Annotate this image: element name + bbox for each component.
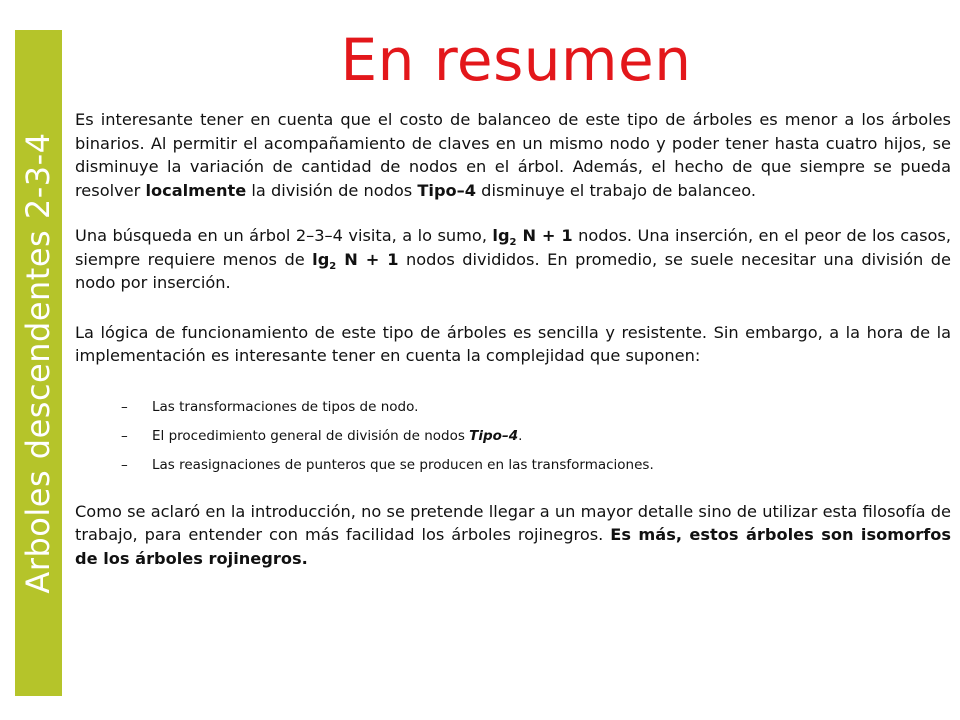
p2-lg-1: lg — [492, 226, 510, 245]
content-body — [75, 108, 951, 570]
p2-formula-2 — [312, 249, 399, 272]
paragraph-busqueda — [75, 224, 951, 295]
list-item-emphasis: Tipo–4 — [469, 427, 519, 444]
list-item — [121, 398, 951, 416]
list-item-text-post: . — [518, 427, 523, 444]
p2-text-2: nodos. Una inserción, en el peor de los casos, siempre requiere menos de — [75, 226, 952, 269]
complexity-list — [75, 398, 951, 474]
paragraph-conclusion — [75, 500, 951, 571]
p2-lg-2: lg — [312, 249, 330, 269]
p1-text-3: disminuye el trabajo de balanceo. — [476, 180, 756, 200]
p2-formula-rest-1: N + 1 — [516, 226, 573, 245]
p2-sub-2: 2 — [329, 260, 337, 272]
p4-bold-conclusion: Es más, estos árboles son isomorfos de los árboles rojinegros. — [75, 525, 951, 568]
list-item-text-pre: El procedimiento general de división de nodos — [152, 427, 470, 444]
p2-text-1: Una búsqueda en un árbol 2–3–4 visita, a lo sumo, — [75, 226, 493, 245]
p1-bold-localmente: localmente — [145, 180, 247, 200]
p1-text-2: la división de nodos — [246, 180, 418, 200]
dash-bullet: – — [121, 427, 128, 444]
paragraph-logica: La lógica de funcionamiento de este tipo de árboles es sencilla y resistente. Sin embargo, a la hora de la implementación es interesante tener en cuenta la complejidad que suponen: — [75, 322, 951, 365]
list-item-text: Las transformaciones de tipos de nodo. — [152, 398, 419, 415]
p2-text-3: nodos divididos. En promedio, se suele necesitar una división de nodo por inserción. — [75, 249, 951, 292]
dash-bullet: – — [121, 456, 128, 473]
p4-text-1: Como se aclaró en la introducción, no se pretende llegar a un mayor detalle sino de utilizar esta filosofía de trabajo, para entender con más facilidad los árboles rojinegros. — [75, 501, 951, 544]
p2-formula-1 — [492, 226, 573, 249]
list-item-text: Las reasignaciones de punteros que se producen en las transformaciones. — [152, 456, 654, 473]
list-item — [121, 427, 951, 445]
sidebar-label: Arboles descendentes 2-3-4 — [19, 132, 57, 594]
list-item — [121, 456, 951, 474]
paragraph-balanceo — [75, 108, 951, 202]
page-title: En resumen — [340, 26, 692, 94]
p1-bold-tipo4: Tipo–4 — [417, 180, 477, 200]
p2-formula-rest-2: N + 1 — [336, 249, 399, 269]
dash-bullet: – — [121, 398, 128, 415]
p1-text-1: Es interesante tener en cuenta que el costo de balanceo de este tipo de árboles es menor a los árboles binarios. Al permitir el acompañamiento de claves en un mismo nodo y poder tener hasta cuatro hijos, se disminuye la variación de cantidad de nodos en el árbol. Además, el hecho de que siempre se pueda resolver — [75, 110, 951, 200]
p2-sub-1: 2 — [509, 237, 517, 249]
